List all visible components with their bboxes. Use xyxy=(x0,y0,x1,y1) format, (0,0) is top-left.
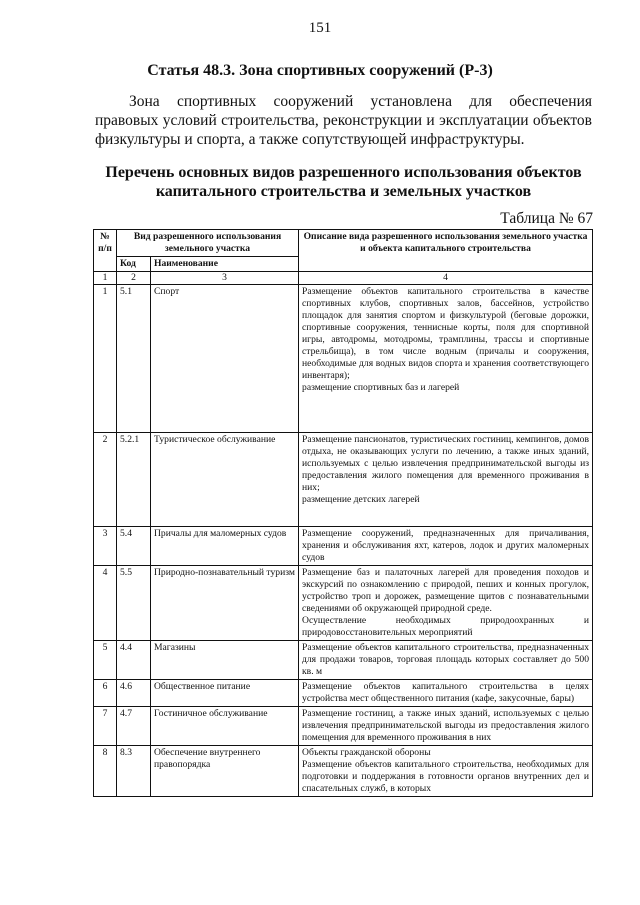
row-desc xyxy=(299,433,593,527)
row-desc-line: Размещение объектов капитального строительства, необходимых для подготовки и поддержания в готовности органов внутренних дел и спасательных служб, в которых xyxy=(302,759,589,794)
table-row xyxy=(94,680,593,707)
table-row xyxy=(94,527,593,566)
row-code: 4.4 xyxy=(117,641,151,680)
column-number: 2 xyxy=(117,272,151,285)
row-desc xyxy=(299,707,593,746)
header-name: Наименование xyxy=(151,257,299,272)
table-row xyxy=(94,285,593,433)
row-num: 6 xyxy=(94,680,117,707)
row-name: Гостиничное обслуживание xyxy=(151,707,299,746)
row-desc xyxy=(299,566,593,641)
row-desc-line: Размещение баз и палаточных лагерей для проведения походов и экскурсий по ознакомлению с природой, пеших и конных прогулок, устройство троп и дорожек, размещение щитов с познавательными сведениями об окружающей природной среде. xyxy=(302,567,589,614)
row-desc-line: Размещение сооружений, предназначенных для причаливания, хранения и обслуживания яхт, катеров, лодок и других маломерных судов xyxy=(302,528,589,563)
row-code: 4.6 xyxy=(117,680,151,707)
list-heading xyxy=(95,163,592,201)
list-heading-line2: капитального строительства и земельных участков xyxy=(155,183,532,200)
row-code: 5.1 xyxy=(117,285,151,433)
row-code: 8.3 xyxy=(117,746,151,797)
column-numbers-row xyxy=(94,272,593,285)
row-num: 2 xyxy=(94,433,117,527)
row-code: 5.5 xyxy=(117,566,151,641)
row-desc xyxy=(299,746,593,797)
page-number: 151 xyxy=(308,20,332,36)
header-desc: Описание вида разрешенного использования земельного участка и объекта капитального строительства xyxy=(299,230,593,272)
uses-table xyxy=(93,229,593,797)
row-desc-line: Размещение объектов капитального строительства в качестве спортивных клубов, спортивных залов, бассейнов, устройство площадок для занятия спортом и физкультурой (беговые дорожки, спортивные сооружения, теннисные корты, поля для спортивной игры, автодромы, мотодромы, трамплины, трассы и спортивные стрельбища), в том числе водным (причалы и сооружения, необходимые для водных видов спорта и хранения соответствующего инвентаря); xyxy=(302,286,589,381)
article-title: Статья 48.3. Зона спортивных сооружений (Р-3) xyxy=(147,62,493,79)
row-code: 5.2.1 xyxy=(117,433,151,527)
row-desc-line: Размещение объектов капитального строительства, предназначенных для продажи товаров, торговая площадь которых составляет до 500 кв. м xyxy=(302,642,589,677)
row-name: Причалы для маломерных судов xyxy=(151,527,299,566)
row-code: 5.4 xyxy=(117,527,151,566)
header-num: № п/п xyxy=(94,230,117,272)
row-name: Обеспечение внутреннего правопорядка xyxy=(151,746,299,797)
row-num: 3 xyxy=(94,527,117,566)
table-row xyxy=(94,746,593,797)
row-desc-line: размещение детских лагерей xyxy=(302,494,420,505)
column-number: 1 xyxy=(94,272,117,285)
intro-paragraph: Зона спортивных сооружений установлена для обеспечения правовых условий строительства, реконструкции и эксплуатации объектов физкультуры и спорта, а также сопутствующей инфраструктуры. xyxy=(95,93,592,148)
row-num: 5 xyxy=(94,641,117,680)
row-desc-line: размещение спортивных баз и лагерей xyxy=(302,382,460,393)
table-row xyxy=(94,707,593,746)
table-label: Таблица № 67 xyxy=(500,210,593,227)
row-name: Туристическое обслуживание xyxy=(151,433,299,527)
table-row xyxy=(94,566,593,641)
row-num: 7 xyxy=(94,707,117,746)
row-desc-line: Размещение пансионатов, туристических гостиниц, кемпингов, домов отдыха, не оказывающих услуги по лечению, а также иных зданий, используемых с целью извлечения предпринимательской выгоды из предоставления жилого помещения для временного проживания в них; xyxy=(302,434,589,493)
table-row xyxy=(94,641,593,680)
row-desc xyxy=(299,641,593,680)
row-name: Магазины xyxy=(151,641,299,680)
row-desc-line: Размещение гостиниц, а также иных зданий, используемых с целью извлечения предпринимательской выгоды из предоставления жилого помещения для временного проживания в них xyxy=(302,708,589,743)
row-desc-line: Осуществление необходимых природоохранных и природовосстановительных мероприятий xyxy=(302,615,589,638)
header-kind: Вид разрешенного использования земельного участка xyxy=(117,230,299,257)
row-desc xyxy=(299,285,593,433)
column-number: 3 xyxy=(151,272,299,285)
row-num: 4 xyxy=(94,566,117,641)
row-code: 4.7 xyxy=(117,707,151,746)
row-desc xyxy=(299,527,593,566)
row-num: 1 xyxy=(94,285,117,433)
row-desc-line: Объекты гражданской обороны xyxy=(302,747,431,758)
row-desc xyxy=(299,680,593,707)
header-code: Код xyxy=(117,257,151,272)
list-heading-line1: Перечень основных видов разрешенного использования объектов xyxy=(105,164,582,181)
row-num: 8 xyxy=(94,746,117,797)
column-number: 4 xyxy=(299,272,593,285)
row-name: Природно-познавательный туризм xyxy=(151,566,299,641)
row-name: Общественное питание xyxy=(151,680,299,707)
row-name: Спорт xyxy=(151,285,299,433)
table-row xyxy=(94,433,593,527)
row-desc-line: Размещение объектов капитального строительства в целях устройства мест общественного питания (кафе, закусочные, бары) xyxy=(302,681,589,704)
